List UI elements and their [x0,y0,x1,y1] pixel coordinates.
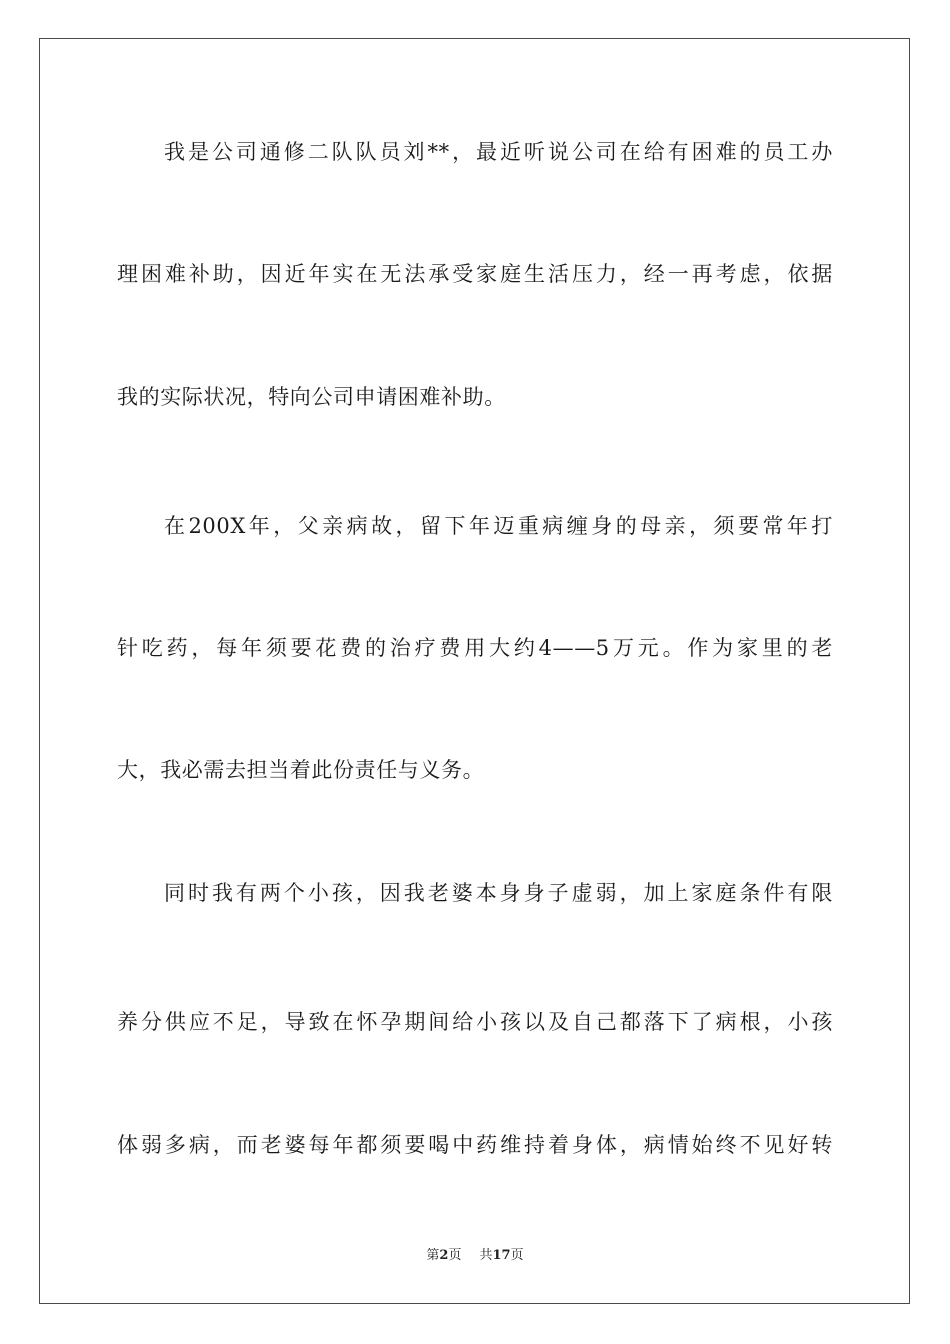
paragraph-3-line-1: 同时我有两个小孩，因我老婆本身身子虚弱，加上家庭条件有限 [164,881,833,905]
paragraph-3-line-3: 体弱多病，而老婆每年都须要喝中药维持着身体，病情始终不见好转 [117,1133,833,1157]
paragraph-1-line-3: 我的实际状况，特向公司申请困难补助。 [117,385,506,409]
paragraph-2-line-2: 针吃药，每年须要花费的治疗费用大约4——5万元。作为家里的老 [117,636,833,660]
footer-page-number: 2 [439,1248,449,1263]
footer-page-suffix: 页 [448,1248,462,1263]
paragraph-2-line-1: 在200X年，父亲病故，留下年迈重病缠身的母亲，须要常年打 [164,514,833,538]
footer-total-suffix: 页 [510,1248,524,1263]
paragraph-3-line-2: 养分供应不足，导致在怀孕期间给小孩以及自己都落下了病根，小孩 [117,1010,833,1034]
page-footer [0,1247,950,1265]
page-border [39,38,910,1304]
paragraph-2-line-3: 大，我必需去担当着此份责任与义务。 [117,758,485,782]
footer-total-prefix: 共 [479,1248,493,1263]
paragraph-1-line-1: 我是公司通修二队队员刘**，最近听说公司在给有困难的员工办 [164,140,833,164]
footer-total-pages: 17 [492,1248,511,1263]
footer-page-prefix: 第 [426,1248,440,1263]
paragraph-1-line-2: 理困难补助，因近年实在无法承受家庭生活压力，经一再考虑，依据 [117,262,833,286]
